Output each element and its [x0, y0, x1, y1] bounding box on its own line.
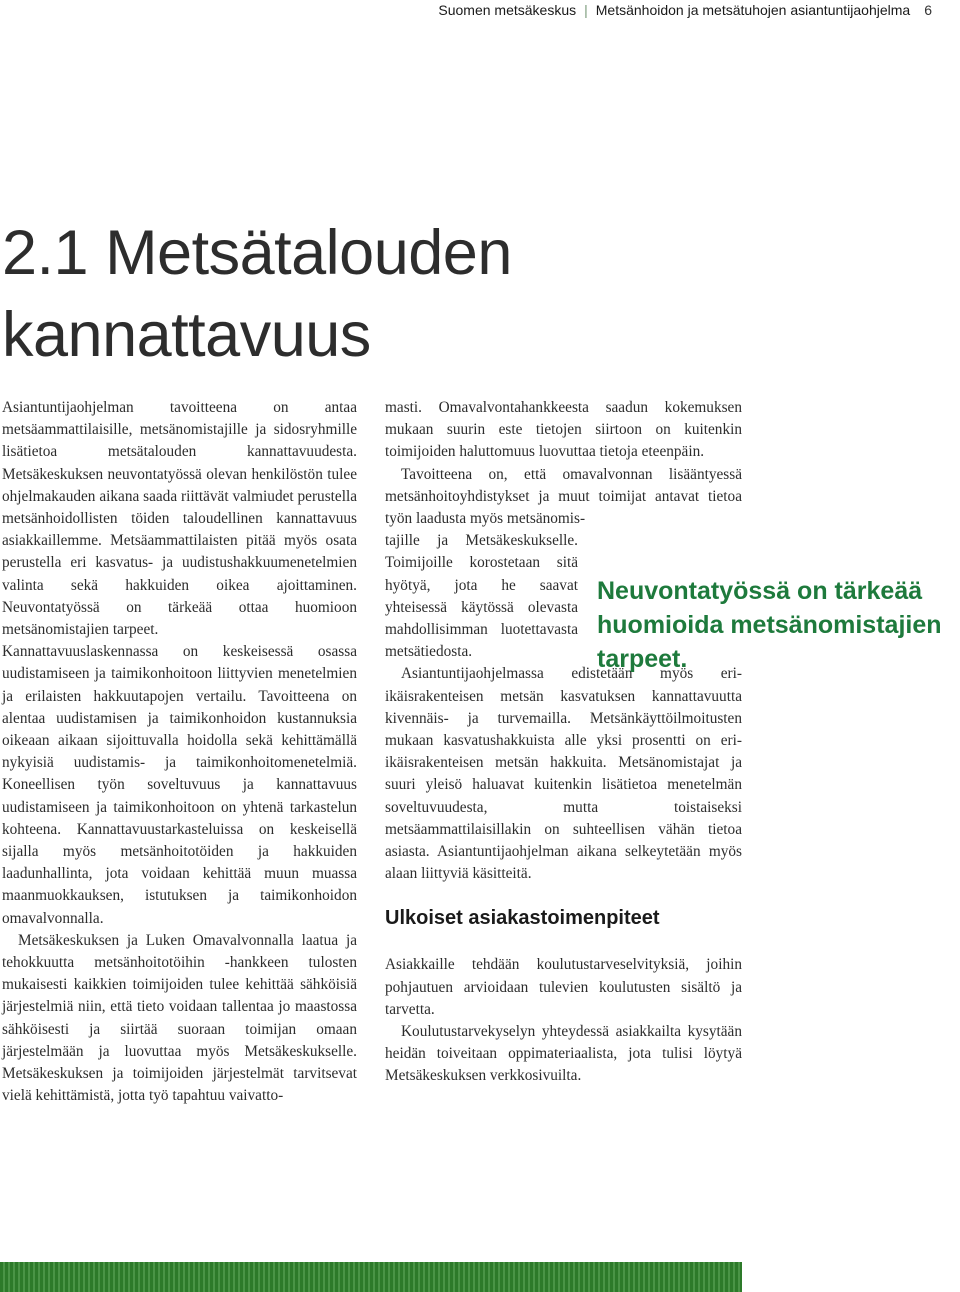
header-doc-title: Metsänhoidon ja metsätuhojen asiantuntijaohjelma: [595, 2, 911, 18]
pull-quote: Neuvontatyössä on tärkeää huomioida metsänomistajien tarpeet.: [597, 577, 942, 673]
page-number: 6: [924, 2, 932, 18]
footer-stripe: [0, 1262, 742, 1292]
header-separator: |: [584, 2, 588, 18]
left-paragraph-2: Kannattavuuslaskennassa on keskeisessä osassa uudistamiseen ja taimikonhoitoon liittyvien menetelmien ja erilaisten hakkuutapojen vertailu. Tavoitteena on alentaa uudistamisen ja taimikonhoidon kustannuksia oikeaan aikaan sijoittuvalla hoidolla sekä kehittämällä nykyisiä uudistamis- ja taimikonhoitomenetelmiä. Koneellisen työn soveltuvuus ja kannattavuus uudistamiseen ja taimikonhoitoon on yhtenä tarkastelun kohteena. Kannattavuustarkasteluissa on keskeisellä sijalla myös metsänhoitotöiden ja hakkuiden laadunhallinta, jota voidaan kehittää muun muassa maanmuokkauksen, istutuksen ja taimikonhoidon omavalvonnalla.: [2, 643, 357, 927]
left-paragraph-1: Asiantuntijaohjelman tavoitteena on antaa metsäammattilaisille, metsänomistajille ja sidosryhmille lisätietoa metsätalouden kannattavuudesta. Metsäkeskuksen neuvontatyössä olevan henkilöstön tulee ohjelmakauden aikana saada riittävät valmiudet perustella metsänhoidollisten töiden taloudellinen kannattavuus asiakkaillemme. Metsäammattilaisten pitää myös osata perustella eri kasvatus- ja uudistushakkuumenetelmien valinta sekä hakkuiden oikea ajoittaminen. Neuvontatyössä on tärkeää ottaa huomioon metsänomistajien tarpeet.: [2, 399, 357, 639]
left-paragraph-3: Metsäkeskuksen ja Luken Omavalvonnalla laatua ja tehokkuutta metsänhoitotöihin -hankkeen tulosten mukaisesti kaikkien toimijoiden tulee kehittää sähköisiä järjestelmiä niin, että tieto voidaan tallentaa jo maastossa sähköisesti ja siirtää suoraan toimijan omaan järjestelmään ja luovuttaa myös Metsäkeskukselle. Metsäkeskuksen ja toimijoiden järjestelmät tarvitsevat vielä kehittämistä, jotta työ tapahtuu vaivatto-: [2, 931, 357, 1105]
title-line-1: 2.1 Metsätalouden: [2, 218, 512, 288]
page-title: [2, 212, 702, 376]
right-paragraph-2b: tajille ja Metsäkeskukselle. Toimijoille korostetaan sitä hyötyä, jota he saavat yhteisessä käytössä olevasta mahdollisimman luotettavasta metsätiedosta.: [385, 532, 578, 661]
right-paragraph-2a: Tavoitteena on, että omavalvonnan lisääntyessä metsänhoitoyhdistykset ja muut toimijat antavat tietoa työn laadusta myös metsänomis-: [385, 465, 742, 528]
right-paragraph-1: masti. Omavalvontahankkeesta saadun kokemuksen mukaan suurin este tietojen siirtoon on kuitenkin toimijoiden haluttomuus luovuttaa tietoja eteenpäin.: [385, 399, 742, 461]
left-column: [2, 397, 357, 1108]
header-org: Suomen metsäkeskus: [438, 2, 577, 18]
title-line-2: kannattavuus: [2, 300, 371, 370]
running-header: [438, 0, 932, 20]
right-paragraph-4: Asiakkaille tehdään koulutustarveselvityksiä, joihin pohjautuen arvioidaan tulevien koulutusten sisältö ja tarvetta.: [385, 956, 742, 1018]
right-paragraph-5: Koulutustarvekyselyn yhteydessä asiakkailta kysytään heidän toiveitaan oppimateriaalista, jota tulisi löytyä Metsäkeskuksen verkkosivuilta.: [385, 1023, 742, 1085]
right-paragraph-3: Asiantuntijaohjelmassa edistetään myös eri-ikäisrakenteisen metsän kasvatuksen kannattavuutta kivennäis- ja turvemailla. Metsänkäyttöilmoitusten mukaan kasvatushakkuista alle yksi prosentti on eri-ikäisrakenteisen metsän hakkuita. Metsänomistajat ja suuri yleisö haluavat kuitenkin lisätietoa menetelmän soveltuvuudesta, mutta toistaiseksi metsäammattilaisillakin on suhteellisen vähän tietoa asiasta. Asiantuntijaohjelman aikana selkeytetään myös alaan liittyviä käsitteitä.: [385, 665, 742, 883]
section-subheading: Ulkoiset asiakastoimenpiteet: [385, 907, 660, 930]
right-column: [385, 397, 742, 1088]
